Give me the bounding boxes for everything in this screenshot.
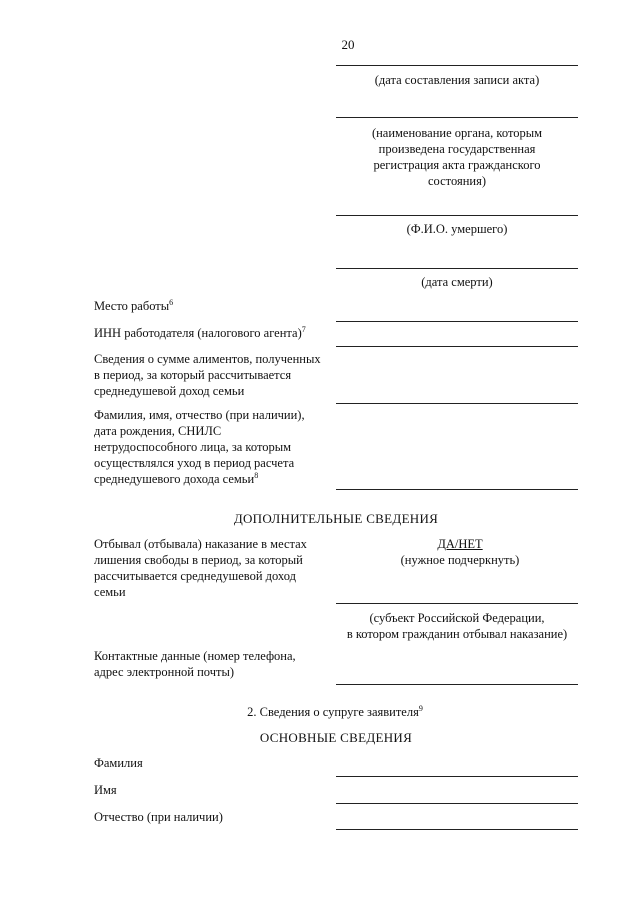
surname-line[interactable] [336,776,578,777]
page-number: 20 [341,37,355,52]
record-date-caption: (дата составления записи акта) [374,73,540,87]
contacts-label: Контактные данные (номер телефона, адрес электронной почты) [94,649,296,679]
region-caption: (субъект Российской Федерации, в котором гражданин отбывал наказание) [346,611,568,641]
spouse-section-footnote: 9 [418,703,423,713]
workplace-line[interactable] [336,321,578,322]
region-line[interactable] [336,603,578,604]
yes-no-hint: (нужное подчеркнуть) [400,553,520,567]
caregiver-line[interactable] [336,489,578,490]
deceased-name-line[interactable] [336,215,578,216]
record-date-line[interactable] [336,65,578,66]
alimony-label: Сведения о сумме алиментов, полученных в период, за который рассчитывается среднедушевой доход семьи [94,352,321,398]
surname-label: Фамилия [94,756,143,770]
additional-heading: ДОПОЛНИТЕЛЬНЫЕ СВЕДЕНИЯ [233,511,439,526]
authority-caption: (наименование органа, которым произведена государственная регистрация акта гражданского состояния) [371,126,543,188]
spouse-section-title: 2. Сведения о супруге заявителя$^9$ [247,703,423,719]
deceased-name-caption: (Ф.И.О. умершего) [406,222,508,236]
prison-label: Отбывал (отбывала) наказание в местах лишения свободы в период, за который рассчитывается среднедушевой доход семьи [94,537,307,599]
death-date-line[interactable] [336,268,578,269]
contacts-line[interactable] [336,684,578,685]
patronymic-line[interactable] [336,829,578,830]
death-date-caption: (дата смерти) [421,275,493,289]
basic-heading: ОСНОВНЫЕ СВЕДЕНИЯ [259,730,413,745]
employer-inn-label: ИНН работодателя (налогового агента)$^7$ [94,324,306,340]
employer-inn-footnote: 7 [301,324,306,334]
employer-inn-line[interactable] [336,346,578,347]
patronymic-label: Отчество (при наличии) [94,810,223,824]
alimony-line[interactable] [336,403,578,404]
name-label: Имя [94,783,117,797]
name-line[interactable] [336,803,578,804]
yes-no-choice[interactable]: ДА/НЕТ [437,537,483,551]
workplace-label: Место работы$^6$ [94,297,174,313]
authority-line[interactable] [336,117,578,118]
caregiver-label: Фамилия, имя, отчество (при наличии), дата рождения, СНИЛС нетрудоспособного лица, за которым осуществлялся уход в период расчета среднедушевого дохода семьи$^8$ [94,408,305,486]
workplace-footnote: 6 [169,297,174,307]
caregiver-footnote: 8 [254,470,259,480]
